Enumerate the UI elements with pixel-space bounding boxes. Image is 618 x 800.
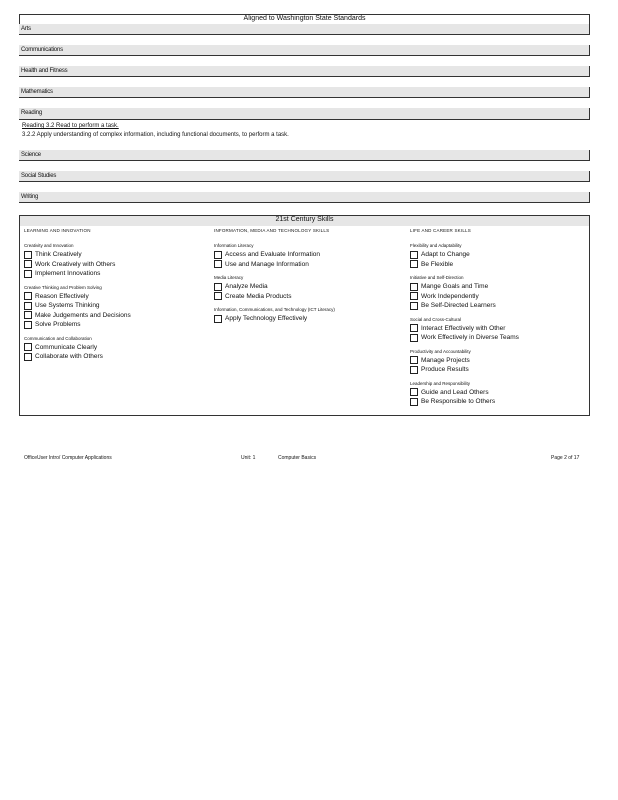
skill-group [410, 381, 600, 407]
skills-column-heading: INFORMATION, MEDIA AND TECHNOLOGY SKILLS [214, 228, 330, 233]
skill-item [410, 292, 600, 302]
reading-substandard-line: 3.2.2 Apply understanding of complex information, including functional documents, to perform a task. [22, 132, 289, 138]
skill-group-title: Leadership and Responsibility [410, 380, 471, 386]
standard-band [19, 45, 590, 56]
standard-label: Social Studies [21, 173, 57, 179]
skill-checkbox[interactable] [24, 270, 32, 278]
skill-item-label: Apply Technology Effectively [225, 315, 308, 323]
standard-label: Arts [21, 26, 31, 32]
skills-column-heading: LEARNING AND INNOVATION [24, 228, 91, 233]
skill-checkbox[interactable] [410, 366, 418, 374]
skill-checkbox[interactable] [24, 302, 32, 310]
skill-item [410, 324, 600, 334]
reading-standard-line: Reading 3.2 Read to perform a task. [22, 123, 119, 129]
skill-item-label: Mange Goals and Time [421, 283, 489, 291]
skill-item [24, 320, 214, 330]
skill-item [24, 343, 214, 353]
standard-label: Writing [21, 194, 39, 200]
skill-item-label: Reason Effectively [35, 292, 89, 300]
skill-group-title: Creativity and Innovation [24, 243, 74, 248]
standard-band [19, 66, 590, 77]
skill-item-label: Access and Evaluate Information [225, 251, 321, 259]
skill-item-label: Work Effectively in Diverse Teams [421, 334, 519, 342]
skill-group [410, 317, 600, 343]
skill-group-title: Media Literacy [214, 275, 244, 280]
skill-item [214, 282, 404, 292]
skill-item [214, 260, 404, 270]
skill-group-title: Information Literacy [214, 243, 254, 248]
skill-item [410, 333, 600, 343]
skill-group-title: Initiative and Self-Direction [410, 275, 464, 280]
skill-group-title: Social and Cross-Cultural [410, 316, 462, 322]
skill-checkbox[interactable] [24, 353, 32, 361]
skill-checkbox[interactable] [214, 260, 222, 268]
skill-group-title: Productivity and Accountability [410, 348, 471, 354]
skill-group-title: Information, Communications, and Technology (ICT Literacy) [214, 307, 335, 312]
century-skills-title: 21st Century Skills [20, 216, 589, 226]
standard-label: Reading [21, 110, 42, 116]
skill-checkbox[interactable] [410, 292, 418, 300]
skill-checkbox[interactable] [410, 324, 418, 332]
skill-checkbox[interactable] [24, 343, 32, 351]
standard-band [19, 150, 590, 161]
skill-checkbox[interactable] [24, 292, 32, 300]
skill-checkbox[interactable] [24, 260, 32, 268]
footer-page-number: Page 2 of 17 [551, 455, 580, 461]
skill-group-title: Communication and Collaboration [24, 335, 92, 341]
skill-group-title: Flexibility and Adaptability [410, 243, 462, 248]
skill-item-label: Be Flexible [421, 260, 454, 268]
skill-item [410, 260, 600, 270]
skill-item [410, 282, 600, 292]
skill-item-label: Use and Manage Information [225, 260, 309, 268]
skill-item-label: Communicate Clearly [35, 343, 98, 351]
skill-group [410, 243, 600, 269]
skill-checkbox[interactable] [410, 283, 418, 291]
standards-header-title: Aligned to Washington State Standards [243, 15, 366, 22]
skills-column [410, 228, 600, 413]
standard-label: Science [21, 152, 41, 158]
footer-unit-name: Computer Basics [278, 455, 317, 461]
skill-checkbox[interactable] [410, 302, 418, 310]
skill-checkbox[interactable] [214, 292, 222, 300]
skill-item-label: Use Systems Thinking [35, 302, 100, 310]
standard-label: Mathematics [21, 89, 53, 95]
skill-checkbox[interactable] [24, 251, 32, 259]
skill-checkbox[interactable] [24, 311, 32, 319]
skill-checkbox[interactable] [410, 334, 418, 342]
skill-group [214, 275, 404, 301]
skill-item [24, 260, 214, 270]
skill-item-label: Be Self-Directed Learners [421, 302, 496, 310]
skill-item [410, 388, 600, 398]
skills-column [24, 228, 214, 368]
skill-checkbox[interactable] [410, 388, 418, 396]
skill-item [24, 301, 214, 311]
skill-item [24, 292, 214, 302]
skill-item-label: Guide and Lead Others [421, 388, 489, 396]
skills-column [214, 228, 404, 330]
skill-group-title: Creative Thinking and Problem Solving [24, 284, 102, 290]
skill-checkbox[interactable] [214, 251, 222, 259]
skill-item [410, 250, 600, 260]
skills-column-heading: LIFE AND CAREER SKILLS [410, 228, 471, 233]
skill-checkbox[interactable] [214, 315, 222, 323]
skill-item-label: Work Independently [421, 292, 479, 300]
skill-item [214, 314, 404, 324]
standard-band [19, 108, 590, 120]
skill-item-label: Implement Innovations [35, 270, 101, 278]
skill-item-label: Make Judgements and Decisions [35, 311, 131, 319]
standard-band [19, 192, 590, 203]
skill-item [410, 365, 600, 375]
skill-item-label: Produce Results [421, 366, 469, 374]
skill-checkbox[interactable] [24, 321, 32, 329]
skill-item [24, 269, 214, 279]
skill-group [24, 285, 214, 330]
standard-label: Health and Fitness [21, 68, 68, 74]
skill-item [410, 301, 600, 311]
skill-item [410, 356, 600, 366]
footer-course: OfficeUser Intro/ Computer Applications [24, 455, 112, 461]
skill-item-label: Collaborate with Others [35, 353, 103, 361]
skill-item-label: Think Creatively [35, 251, 82, 259]
skill-checkbox[interactable] [214, 283, 222, 291]
skill-group [214, 307, 404, 324]
skill-item [24, 352, 214, 362]
skill-group [24, 336, 214, 362]
standard-label: Communications [21, 47, 63, 53]
skill-checkbox[interactable] [410, 260, 418, 268]
skill-item [214, 250, 404, 260]
standard-band [19, 87, 590, 98]
skill-item-label: Analyze Media [225, 283, 268, 291]
skill-item [24, 250, 214, 260]
standard-band [19, 24, 590, 35]
skill-checkbox[interactable] [410, 356, 418, 364]
skill-group [410, 349, 600, 375]
skill-group [410, 275, 600, 311]
skill-item-label: Adapt to Change [421, 251, 470, 259]
skill-item-label: Work Creatively with Others [35, 260, 116, 268]
skill-item [214, 292, 404, 302]
skill-checkbox[interactable] [410, 251, 418, 259]
footer-unit: Unit: 1 [241, 455, 256, 461]
skill-item-label: Solve Problems [35, 321, 81, 329]
skill-item-label: Create Media Products [225, 292, 292, 300]
skill-group [214, 243, 404, 269]
century-skills-section [19, 215, 590, 416]
skill-item [24, 311, 214, 321]
skill-item-label: Interact Effectively with Other [421, 324, 506, 332]
skill-item-label: Manage Projects [421, 356, 470, 364]
skill-checkbox[interactable] [410, 398, 418, 406]
skill-group [24, 243, 214, 279]
skill-item-label: Be Responsible to Others [421, 398, 496, 406]
standard-band [19, 171, 590, 182]
standards-header [19, 14, 590, 24]
skill-item [410, 397, 600, 407]
